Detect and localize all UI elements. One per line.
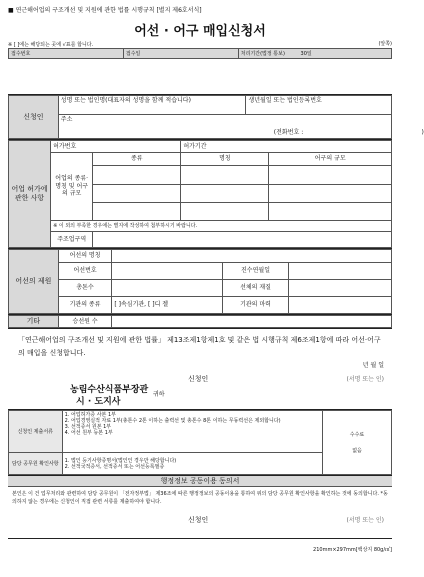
col-scale: 어구의 규모: [269, 152, 392, 166]
recipient-line1: 농림수산식품부장관: [70, 385, 149, 395]
receipt-bar: [8, 48, 392, 59]
recipient-suffix: 귀하: [153, 391, 165, 398]
fishery-label: 어업 허가에 관한 사항: [9, 141, 51, 248]
page-label: (앞쪽): [378, 41, 392, 47]
tonnage-field[interactable]: [112, 280, 223, 297]
submit-item: 1. 어업허가증 사본 1부: [64, 412, 116, 418]
receipt-no-label: 접수번호: [9, 49, 124, 59]
phone-label: (전화번호 :: [273, 128, 304, 136]
vessel-label: 어선의 제원: [9, 250, 59, 314]
kind-cell[interactable]: [93, 202, 181, 220]
consent-text: 본인은 이 건 업무처리와 관련하여 담당 공무원이 「전자정부법」 제36조에 따른 행정정보의 공동이용을 통하여 위의 담당 공무원 확인사항을 확인하는 것에 동의합니다. *동의하지 않는 경우에는 신청인이 직접 관련 서류를 제출하여야 합니다.: [12, 491, 388, 505]
name-label: 성명 또는 법인명(대표자의 성명을 함께 적습니다): [60, 97, 191, 104]
scale-cell[interactable]: [269, 166, 392, 184]
scale-cell[interactable]: [269, 202, 392, 220]
fishery-section: [8, 139, 392, 247]
processing-period-value: 30일: [300, 50, 312, 57]
hull-field[interactable]: [288, 280, 391, 297]
submit-item: 2. 어업경영실적 자료 1부(총톤수 2톤 이하는 출력선 및 총톤수 8톤 이하는 무동력선은 제외합니다): [64, 418, 281, 424]
verify-label: 담당 공무원 확인사항: [9, 453, 63, 475]
engine-options[interactable]: [ ]속심기관, [ ]디 젤: [112, 297, 223, 314]
vessel-name-label: 어선의 명칭: [58, 250, 112, 263]
license-period-label: 허가기간: [183, 142, 207, 150]
main-area-label: 주조업구역: [51, 232, 93, 248]
consent-signature[interactable]: (서명 또는 인): [346, 517, 384, 524]
statement-signature[interactable]: (서명 또는 인): [346, 376, 384, 383]
statement-date: 년 월 일: [362, 362, 384, 369]
fee-label: 수수료: [349, 431, 365, 438]
submit-item: 4. 어선 원부 등본 1부: [64, 430, 113, 436]
tonnage-label: 총톤수: [58, 280, 112, 297]
submit-item: 3. 선적증서 원본 1부: [64, 424, 112, 430]
kind-cell[interactable]: [93, 184, 181, 202]
birth-field[interactable]: [246, 96, 392, 115]
crew-label: 승선원 수: [58, 316, 112, 328]
phone-field: [274, 129, 424, 137]
launch-field[interactable]: [288, 263, 391, 280]
processing-period-label: 처리기간(법정 통보): [240, 50, 285, 57]
kind-cell[interactable]: [93, 166, 181, 184]
col-name: 명칭: [181, 152, 269, 166]
verify-item: 2. 선적국적증서, 선적증서 또는 어선등록필증: [64, 463, 165, 470]
statement-text: 「연근해어업의 구조개선 및 지원에 관한 법률」 제13조제1항제1호 및 같은 법 시행규칙 제6조제1항에 따라 어선·어구의 매입을 신청합니다.: [18, 336, 381, 358]
name-cell[interactable]: [181, 202, 269, 220]
consent-title: 행정정보 공동이용 동의서: [8, 476, 392, 487]
vessel-name-field[interactable]: [112, 250, 392, 263]
fee-value: 없음: [352, 447, 362, 454]
crew-field[interactable]: [112, 316, 392, 328]
col-kind: 종류: [93, 152, 181, 166]
form-title: 어선 · 어구 매입신청서: [134, 24, 266, 39]
address-label: 주소: [60, 116, 73, 123]
engine-label: 기관의 종류: [58, 297, 112, 314]
check-note: ※ [ ]에는 해당되는 곳에 √표를 합니다.: [8, 42, 94, 48]
applicant-label: 신청인: [9, 96, 59, 139]
birth-label: 생년월일 또는 법인등록번호: [248, 97, 322, 104]
fishery-type-label: 어업의 종류·명칭 및 어구의 규모: [51, 152, 93, 220]
receipt-date-label: 접수일: [123, 49, 238, 59]
applicant-section: [8, 94, 424, 137]
verify-item: 1. 법인 등기사항증명서(법인인 경우만 해당합니다): [64, 457, 177, 464]
license-no-field[interactable]: [51, 141, 181, 153]
horsepower-label: 기관의 마력: [223, 297, 288, 314]
name-cell[interactable]: [181, 166, 269, 184]
name-cell[interactable]: [181, 184, 269, 202]
processing-period: [238, 49, 391, 59]
statement-applicant-label: 신청인: [188, 375, 209, 383]
license-no-label: 허가번호: [53, 142, 77, 150]
launch-label: 진수연월일: [223, 263, 288, 280]
vessel-no-field[interactable]: [112, 263, 223, 280]
fishery-note: ※ 이 외의 부족한 경우에는 별지에 작성하여 첨부하시기 바랍니다.: [51, 220, 392, 231]
submit-docs-list: [62, 411, 322, 453]
recipient: [70, 385, 148, 408]
main-area-field[interactable]: [93, 232, 392, 248]
statement-area: [8, 328, 392, 408]
name-field[interactable]: [58, 96, 246, 115]
vessel-no-label: 어선번호: [58, 263, 112, 280]
fee-cell: [323, 411, 392, 475]
scale-cell[interactable]: [269, 184, 392, 202]
other-label: 기타: [9, 316, 59, 328]
address-field[interactable]: [58, 115, 424, 139]
consent-applicant-label: 신청인: [188, 516, 209, 524]
hull-label: 선체의 재질: [223, 280, 288, 297]
horsepower-field[interactable]: [288, 297, 391, 314]
phone-close: ): [421, 128, 424, 136]
submit-docs-label: 신청인 제출서류: [9, 411, 63, 453]
recipient-line2: 시 · 도지사: [76, 396, 121, 407]
license-period-field[interactable]: [181, 141, 392, 153]
paper-spec: 210mm×297mm[백상지 80g/㎡]: [313, 547, 392, 553]
other-section: [8, 314, 392, 327]
verify-list: [62, 453, 322, 475]
consent-section: [8, 475, 392, 539]
law-reference: ■ 연근해어업의 구조개선 및 지원에 관한 법률 시행규칙 [별지 제6호서식]: [8, 7, 202, 14]
attachments-section: [8, 409, 392, 473]
vessel-section: [8, 248, 392, 312]
